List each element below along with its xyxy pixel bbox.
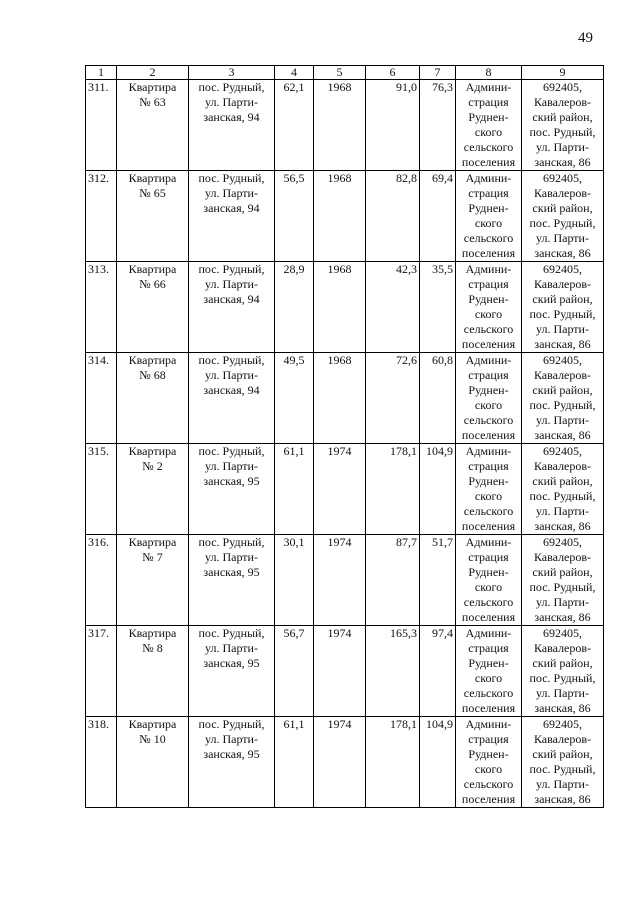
column-7-cell: 69,4 bbox=[420, 171, 456, 262]
column-header: 1 bbox=[86, 66, 117, 80]
object-address-cell: пос. Рудный, ул. Парти- занская, 95 bbox=[189, 717, 275, 808]
column-header: 7 bbox=[420, 66, 456, 80]
holder-cell: Админи- страция Руднен- ского сельского поселения bbox=[456, 353, 522, 444]
row-number-cell: 317. bbox=[86, 626, 117, 717]
area-cell: 61,1 bbox=[275, 444, 314, 535]
row-number-cell: 311. bbox=[86, 80, 117, 171]
holder-address-cell: 692405, Кавалеров- ский район, пос. Рудный, ул. Парти- занская, 86 bbox=[522, 353, 604, 444]
table-row bbox=[86, 717, 604, 808]
holder-cell: Админи- страция Руднен- ского сельского поселения bbox=[456, 626, 522, 717]
object-name-cell: Квартира № 8 bbox=[117, 626, 189, 717]
column-6-cell: 72,6 bbox=[366, 353, 420, 444]
object-name-cell: Квартира № 7 bbox=[117, 535, 189, 626]
row-number-cell: 312. bbox=[86, 171, 117, 262]
column-7-cell: 35,5 bbox=[420, 262, 456, 353]
table-row bbox=[86, 535, 604, 626]
column-7-cell: 97,4 bbox=[420, 626, 456, 717]
page-number: 49 bbox=[578, 30, 593, 46]
holder-cell: Админи- страция Руднен- ского сельского поселения bbox=[456, 171, 522, 262]
table-row bbox=[86, 262, 604, 353]
column-6-cell: 178,1 bbox=[366, 717, 420, 808]
column-6-cell: 178,1 bbox=[366, 444, 420, 535]
row-number-cell: 313. bbox=[86, 262, 117, 353]
area-cell: 28,9 bbox=[275, 262, 314, 353]
table-body bbox=[86, 80, 604, 808]
holder-cell: Админи- страция Руднен- ского сельского поселения bbox=[456, 80, 522, 171]
holder-address-cell: 692405, Кавалеров- ский район, пос. Рудный, ул. Парти- занская, 86 bbox=[522, 262, 604, 353]
year-cell: 1974 bbox=[314, 444, 366, 535]
object-address-cell: пос. Рудный, ул. Парти- занская, 94 bbox=[189, 80, 275, 171]
column-header: 5 bbox=[314, 66, 366, 80]
column-7-cell: 76,3 bbox=[420, 80, 456, 171]
table-row bbox=[86, 444, 604, 535]
year-cell: 1974 bbox=[314, 717, 366, 808]
column-6-cell: 91,0 bbox=[366, 80, 420, 171]
row-number-cell: 315. bbox=[86, 444, 117, 535]
column-7-cell: 51,7 bbox=[420, 535, 456, 626]
holder-address-cell: 692405, Кавалеров- ский район, пос. Рудный, ул. Парти- занская, 86 bbox=[522, 626, 604, 717]
column-header: 3 bbox=[189, 66, 275, 80]
object-address-cell: пос. Рудный, ул. Парти- занская, 95 bbox=[189, 444, 275, 535]
column-6-cell: 87,7 bbox=[366, 535, 420, 626]
header-row bbox=[86, 66, 604, 80]
column-6-cell: 165,3 bbox=[366, 626, 420, 717]
object-name-cell: Квартира № 10 bbox=[117, 717, 189, 808]
object-name-cell: Квартира № 63 bbox=[117, 80, 189, 171]
object-address-cell: пос. Рудный, ул. Парти- занская, 94 bbox=[189, 262, 275, 353]
table-row bbox=[86, 626, 604, 717]
column-header: 6 bbox=[366, 66, 420, 80]
area-cell: 61,1 bbox=[275, 717, 314, 808]
table-row bbox=[86, 80, 604, 171]
object-name-cell: Квартира № 68 bbox=[117, 353, 189, 444]
object-name-cell: Квартира № 66 bbox=[117, 262, 189, 353]
row-number-cell: 316. bbox=[86, 535, 117, 626]
column-header: 2 bbox=[117, 66, 189, 80]
area-cell: 56,5 bbox=[275, 171, 314, 262]
table-row bbox=[86, 353, 604, 444]
column-6-cell: 82,8 bbox=[366, 171, 420, 262]
row-number-cell: 314. bbox=[86, 353, 117, 444]
property-registry-table bbox=[85, 65, 604, 808]
column-header: 9 bbox=[522, 66, 604, 80]
area-cell: 30,1 bbox=[275, 535, 314, 626]
object-address-cell: пос. Рудный, ул. Парти- занская, 95 bbox=[189, 535, 275, 626]
column-7-cell: 60,8 bbox=[420, 353, 456, 444]
holder-cell: Админи- страция Руднен- ского сельского поселения bbox=[456, 262, 522, 353]
holder-address-cell: 692405, Кавалеров- ский район, пос. Рудный, ул. Парти- занская, 86 bbox=[522, 717, 604, 808]
holder-address-cell: 692405, Кавалеров- ский район, пос. Рудный, ул. Парти- занская, 86 bbox=[522, 171, 604, 262]
object-name-cell: Квартира № 2 bbox=[117, 444, 189, 535]
area-cell: 62,1 bbox=[275, 80, 314, 171]
area-cell: 56,7 bbox=[275, 626, 314, 717]
area-cell: 49,5 bbox=[275, 353, 314, 444]
row-number-cell: 318. bbox=[86, 717, 117, 808]
year-cell: 1968 bbox=[314, 262, 366, 353]
object-name-cell: Квартира № 65 bbox=[117, 171, 189, 262]
object-address-cell: пос. Рудный, ул. Парти- занская, 95 bbox=[189, 626, 275, 717]
holder-cell: Админи- страция Руднен- ского сельского поселения bbox=[456, 717, 522, 808]
table-row bbox=[86, 171, 604, 262]
holder-address-cell: 692405, Кавалеров- ский район, пос. Рудный, ул. Парти- занская, 86 bbox=[522, 80, 604, 171]
year-cell: 1974 bbox=[314, 626, 366, 717]
object-address-cell: пос. Рудный, ул. Парти- занская, 94 bbox=[189, 171, 275, 262]
year-cell: 1968 bbox=[314, 80, 366, 171]
holder-address-cell: 692405, Кавалеров- ский район, пос. Рудный, ул. Парти- занская, 86 bbox=[522, 535, 604, 626]
column-header: 4 bbox=[275, 66, 314, 80]
column-6-cell: 42,3 bbox=[366, 262, 420, 353]
column-7-cell: 104,9 bbox=[420, 717, 456, 808]
column-7-cell: 104,9 bbox=[420, 444, 456, 535]
object-address-cell: пос. Рудный, ул. Парти- занская, 94 bbox=[189, 353, 275, 444]
holder-address-cell: 692405, Кавалеров- ский район, пос. Рудный, ул. Парти- занская, 86 bbox=[522, 444, 604, 535]
year-cell: 1968 bbox=[314, 171, 366, 262]
column-header: 8 bbox=[456, 66, 522, 80]
holder-cell: Админи- страция Руднен- ского сельского поселения bbox=[456, 535, 522, 626]
year-cell: 1974 bbox=[314, 535, 366, 626]
year-cell: 1968 bbox=[314, 353, 366, 444]
holder-cell: Админи- страция Руднен- ского сельского поселения bbox=[456, 444, 522, 535]
